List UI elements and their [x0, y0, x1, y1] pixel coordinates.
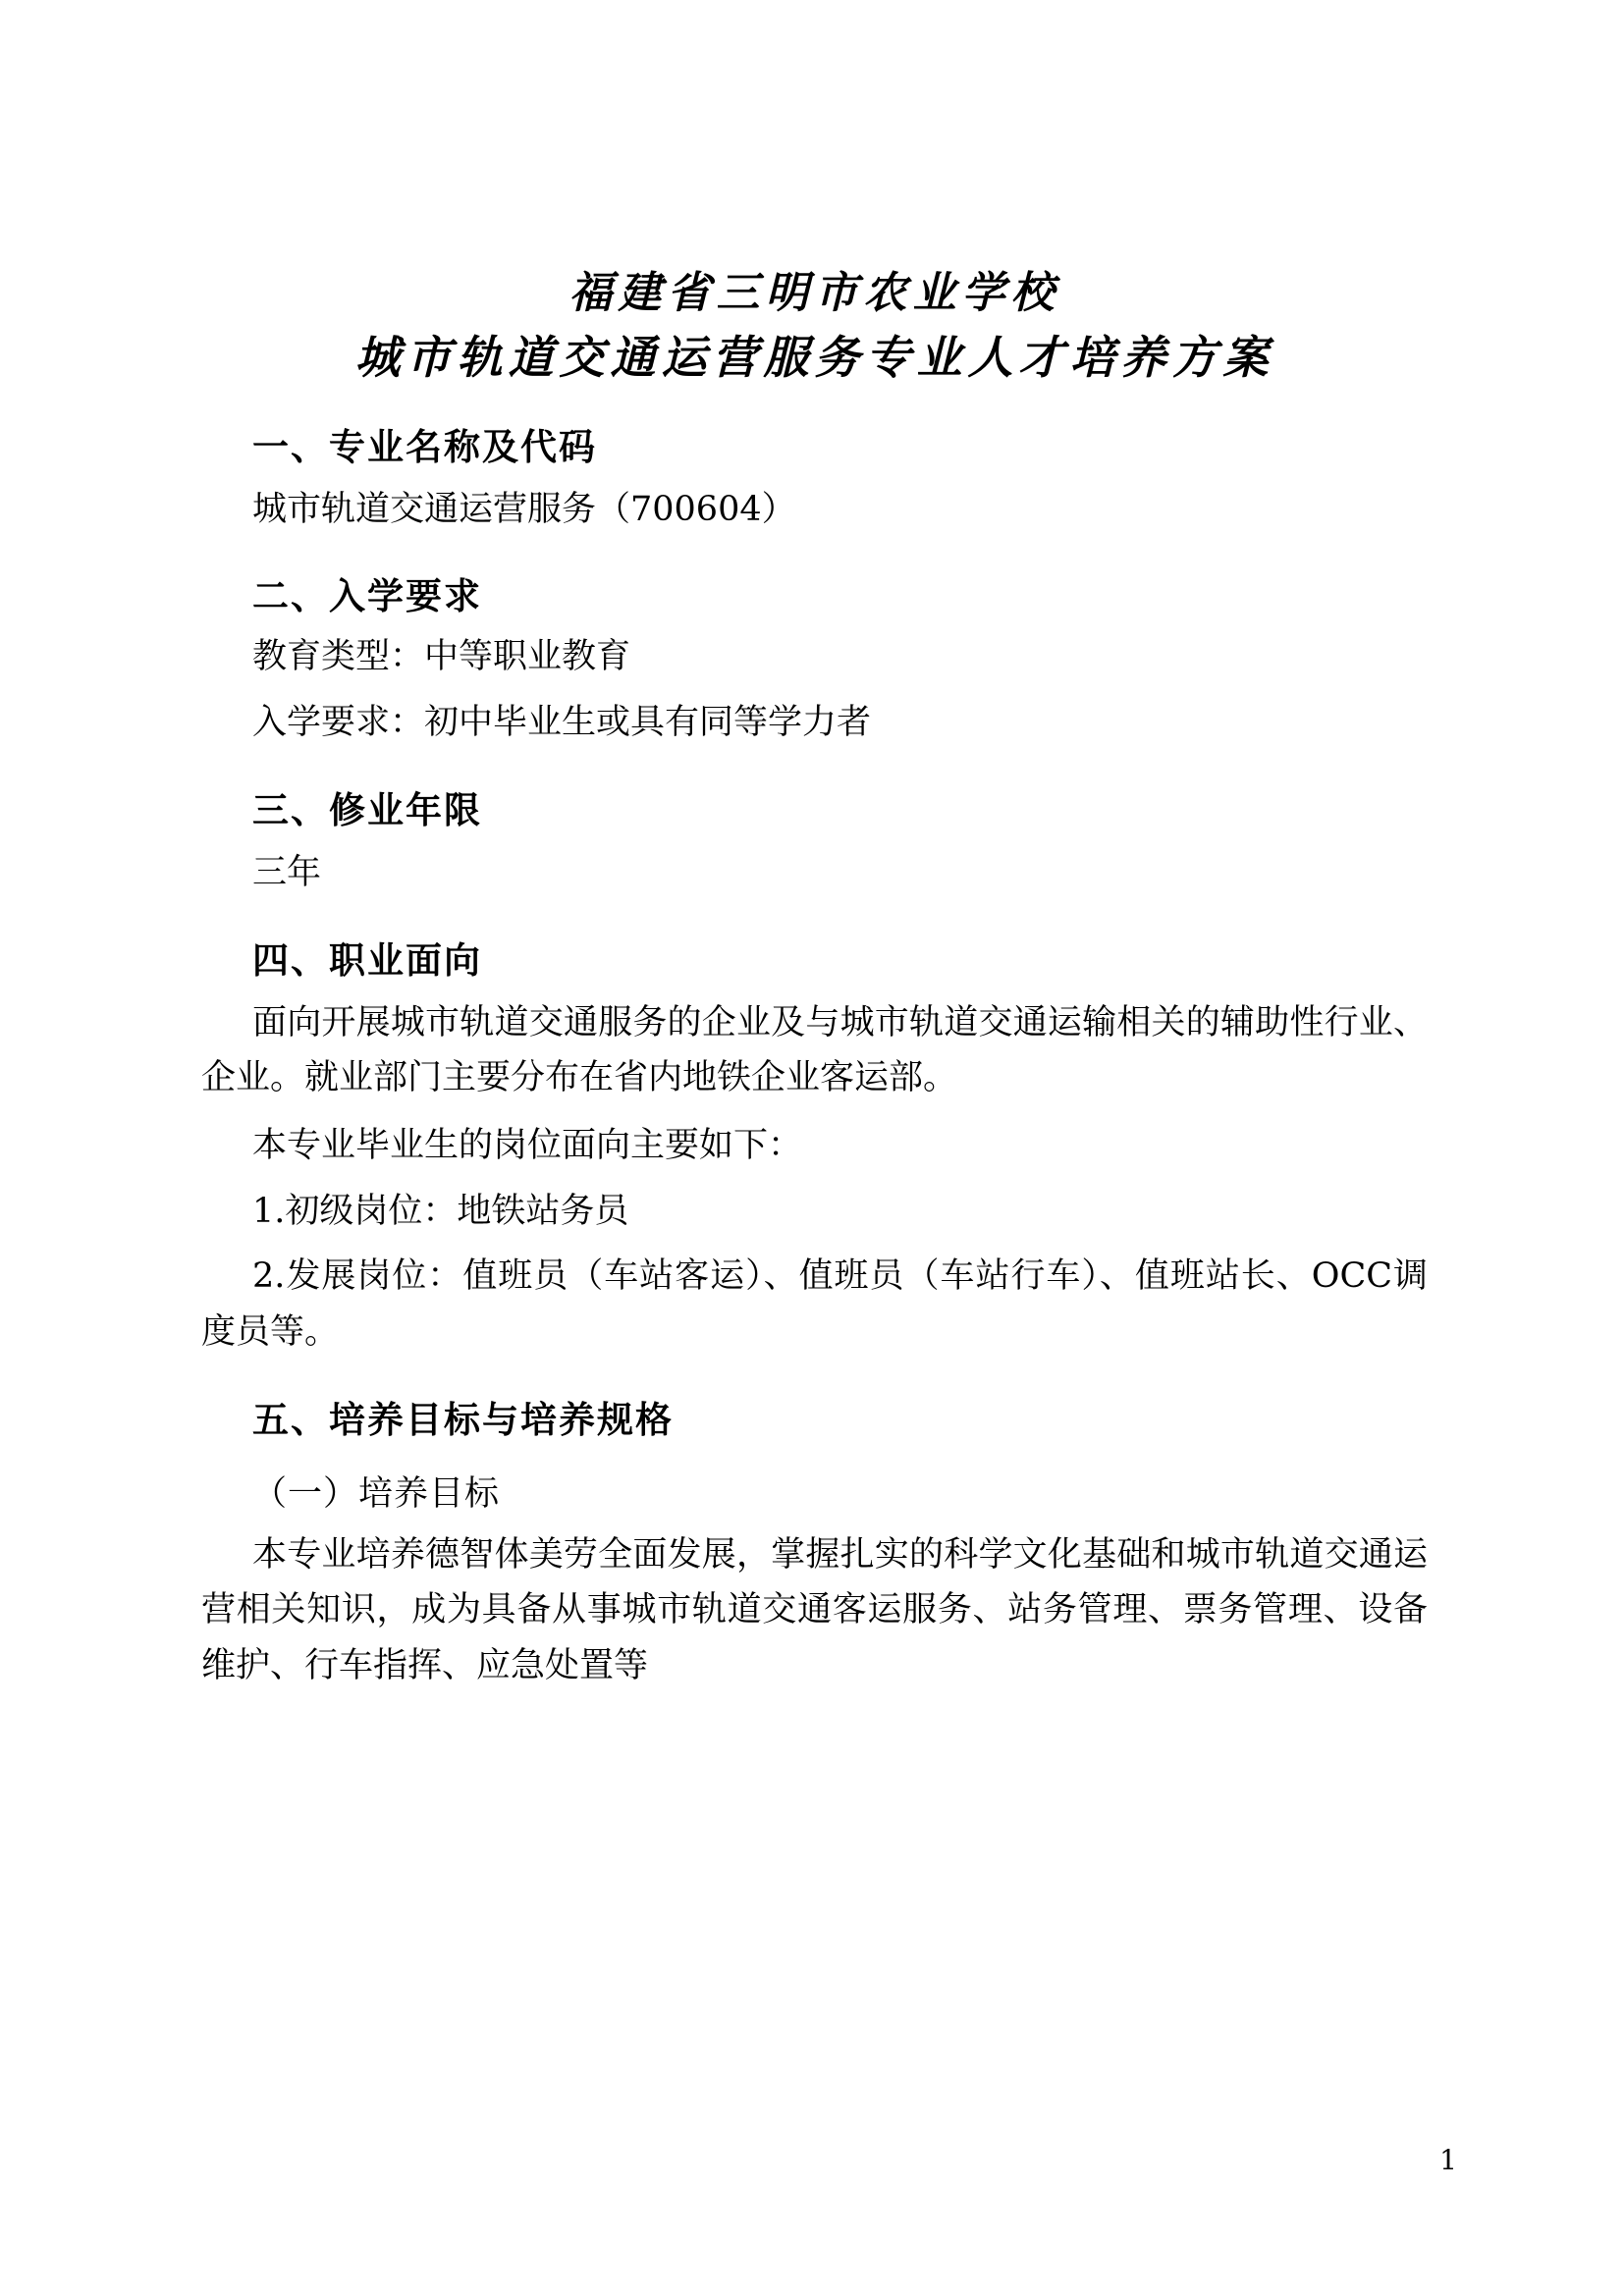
section-5-paragraph-1: 本专业培养德智体美劳全面发展，掌握扎实的科学文化基础和城市轨道交通运营相关知识，成为具备从事城市轨道交通客运服务、站务管理、票务管理、设备维护、行车指挥、应急处置等	[201, 1534, 1428, 1686]
section-4-list-item-2: 2.发展岗位：值班员（车站客运）、值班员（车站行车）、值班站长、OCC调度员等。	[201, 1256, 1428, 1352]
section-heading-1: 一、专业名称及代码	[252, 426, 597, 467]
section-4-list-item-1: 1.初级岗位：地铁站务员	[252, 1191, 629, 1231]
section-5-subheading: （一）培养目标	[252, 1473, 501, 1514]
section-heading-3: 三、修业年限	[252, 789, 482, 830]
title-line-school: 福建省三明市农业学校	[568, 268, 1060, 318]
page-title	[201, 265, 1428, 388]
section-heading-4: 四、职业面向	[252, 939, 482, 981]
section-3-paragraph-1: 三年	[252, 852, 322, 892]
section-2-paragraph-2: 入学要求：初中毕业生或具有同等学力者	[252, 703, 872, 743]
page-number: 1	[1439, 2144, 1457, 2176]
section-heading-2: 二、入学要求	[252, 576, 482, 617]
section-4-paragraph-1: 面向开展城市轨道交通服务的企业及与城市轨道交通运输相关的辅助性行业、企业。就业部门主要分布在省内地铁企业客运部。	[201, 1002, 1428, 1098]
section-heading-5: 五、培养目标与培养规格	[252, 1399, 674, 1440]
title-line-program: 城市轨道交通运营服务专业人才培养方案	[354, 331, 1274, 385]
section-2-paragraph-1: 教育类型：中等职业教育	[252, 637, 631, 677]
section-4-paragraph-2: 本专业毕业生的岗位面向主要如下：	[252, 1125, 803, 1165]
section-1-paragraph-1: 城市轨道交通运营服务（700604）	[252, 489, 796, 529]
